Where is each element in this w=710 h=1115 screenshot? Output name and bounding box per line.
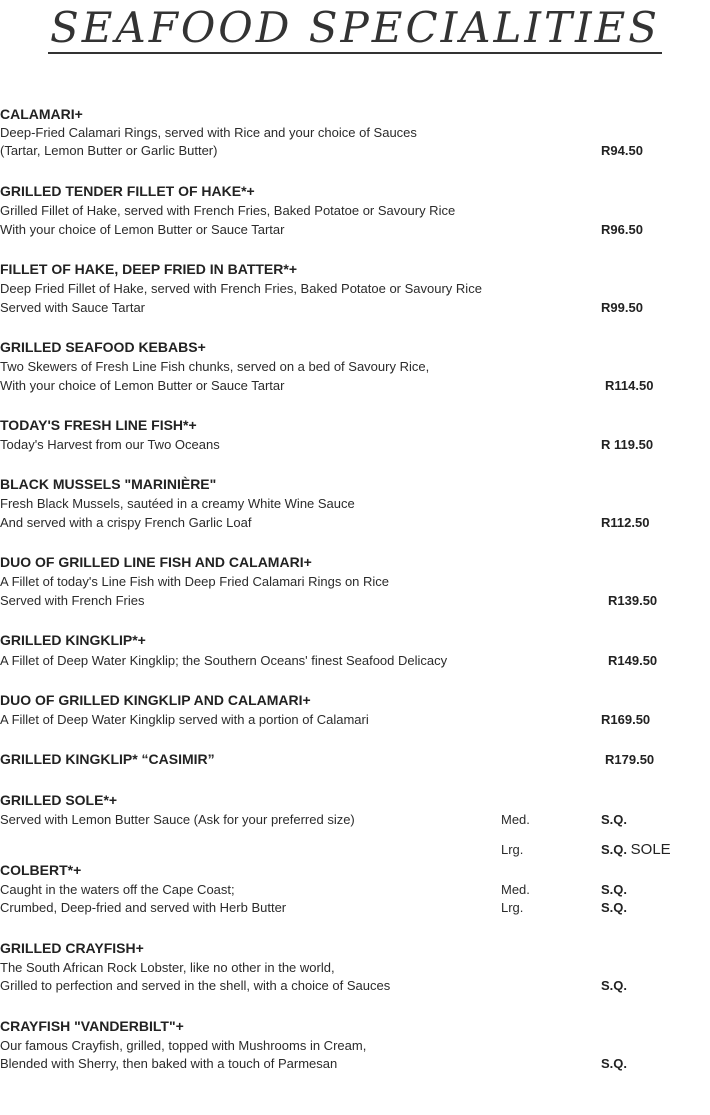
item-description: Fresh Black Mussels, sautéed in a creamy White Wine Sauce [0, 496, 355, 511]
item-price: S.Q. [601, 1056, 628, 1071]
item-description: Our famous Crayfish, grilled, topped with Mushrooms in Cream, [0, 1038, 367, 1053]
item-name: GRILLED SOLE*+ [0, 792, 118, 808]
item-description: Blended with Sherry, then baked with a touch of Parmesan [0, 1056, 338, 1071]
item-description: A Fillet of Deep Water Kingklip served with a portion of Calamari [0, 712, 369, 727]
size-label: Lrg. [501, 900, 524, 915]
price-value: S.Q. [601, 842, 628, 857]
item-description: Today's Harvest from our Two Oceans [0, 437, 220, 452]
item-name: GRILLED KINGKLIP* “CASIMIR” [0, 751, 215, 767]
item-name: DUO OF GRILLED LINE FISH AND CALAMARI+ [0, 554, 312, 570]
item-name: COLBERT*+ [0, 862, 82, 878]
item-price: R 119.50 [601, 437, 654, 452]
item-description: Deep Fried Fillet of Hake, served with French Fries, Baked Potatoe or Savoury Rice [0, 281, 482, 296]
item-price: R114.50 [605, 378, 654, 393]
item-name: DUO OF GRILLED KINGKLIP AND CALAMARI+ [0, 692, 311, 708]
item-name: BLACK MUSSELS "MARINIÈRE" [0, 476, 217, 492]
item-name: GRILLED CRAYFISH+ [0, 940, 144, 956]
item-price: R94.50 [601, 143, 643, 158]
item-price: R96.50 [601, 222, 643, 237]
item-description: Served with Sauce Tartar [0, 300, 145, 315]
item-description: Grilled Fillet of Hake, served with French Fries, Baked Potatoe or Savoury Rice [0, 203, 456, 218]
item-price: S.Q. [601, 882, 628, 897]
item-description: Grilled to perfection and served in the shell, with a choice of Sauces [0, 978, 391, 993]
item-price: R169.50 [601, 712, 651, 727]
item-price: R139.50 [608, 593, 658, 608]
item-price: R149.50 [608, 653, 658, 668]
item-name: GRILLED SEAFOOD KEBABS+ [0, 339, 206, 355]
item-name: CALAMARI+ [0, 106, 83, 122]
item-price: S.Q. [601, 978, 628, 993]
price-suffix: SOLE [630, 841, 671, 858]
size-label: Lrg. [501, 842, 524, 857]
item-description: A Fillet of Deep Water Kingklip; the Southern Oceans' finest Seafood Delicacy [0, 653, 448, 668]
item-description: And served with a crispy French Garlic Loaf [0, 515, 252, 530]
item-price: S.Q. [601, 900, 628, 915]
item-description: (Tartar, Lemon Butter or Garlic Butter) [0, 143, 218, 158]
item-description: Two Skewers of Fresh Line Fish chunks, served on a bed of Savoury Rice, [0, 359, 430, 374]
item-price [601, 841, 671, 859]
item-description: A Fillet of today's Line Fish with Deep Fried Calamari Rings on Rice [0, 574, 390, 589]
size-label: Med. [501, 882, 530, 897]
item-description: Served with French Fries [0, 593, 145, 608]
item-price: R112.50 [601, 515, 650, 530]
item-name: GRILLED KINGKLIP*+ [0, 632, 146, 648]
item-description: The South African Rock Lobster, like no other in the world, [0, 960, 335, 975]
item-description: Caught in the waters off the Cape Coast; [0, 882, 235, 897]
item-price: R99.50 [601, 300, 643, 315]
item-name: FILLET OF HAKE, DEEP FRIED IN BATTER*+ [0, 261, 298, 277]
item-description: Deep-Fried Calamari Rings, served with Rice and your choice of Sauces [0, 125, 417, 140]
item-description: With your choice of Lemon Butter or Sauce Tartar [0, 222, 285, 237]
item-description: With your choice of Lemon Butter or Sauce Tartar [0, 378, 285, 393]
size-label: Med. [501, 812, 530, 827]
item-name: CRAYFISH "VANDERBILT"+ [0, 1018, 184, 1034]
item-description: Crumbed, Deep-fried and served with Herb Butter [0, 900, 287, 915]
item-price: S.Q. [601, 812, 628, 827]
item-description: Served with Lemon Butter Sauce (Ask for your preferred size) [0, 812, 355, 827]
item-name: TODAY'S FRESH LINE FISH*+ [0, 417, 197, 433]
item-price: R179.50 [605, 752, 655, 767]
page-title: SEAFOOD SPECIALITIES [49, 3, 661, 52]
item-name: GRILLED TENDER FILLET OF HAKE*+ [0, 183, 255, 199]
